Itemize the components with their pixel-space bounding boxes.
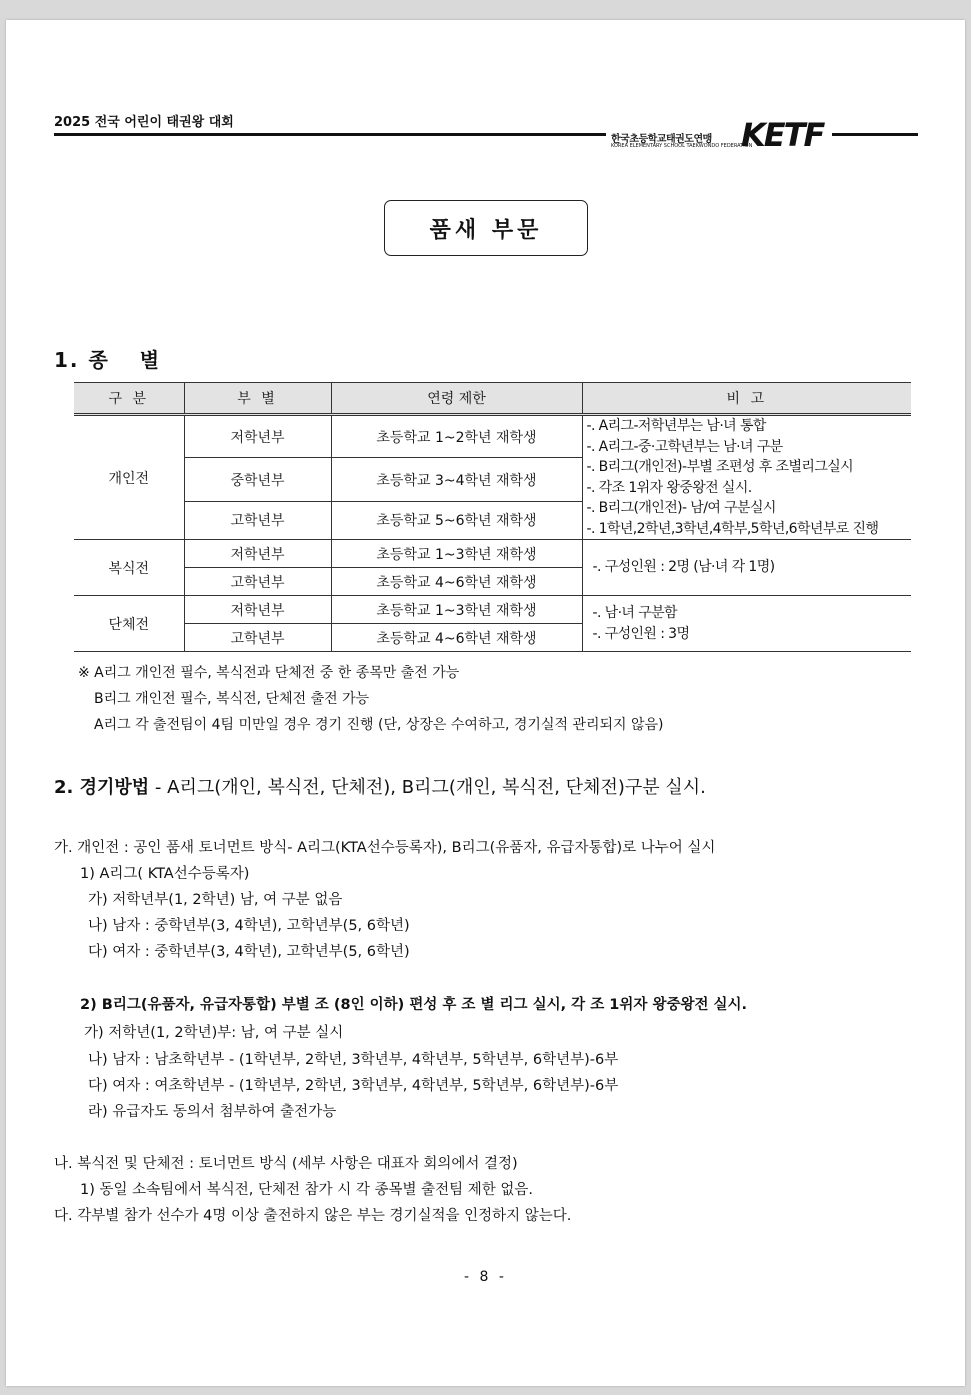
table-header: 연령 제한	[331, 383, 582, 415]
body-line: 가) 저학년(1, 2학년)부: 남, 여 구분 실시	[84, 1025, 344, 1041]
note-line: -. B리그(개인전)-부별 조편성 후 조별리그실시	[586, 459, 854, 475]
note-line: -. A리그-중·고학년부는 남·녀 구분	[586, 438, 783, 455]
body-line: 다. 각부별 참가 선수가 4명 이상 출전하지 않은 부는 경기실적을 인정하지 않는다.	[54, 1208, 572, 1224]
section1-number: 1. 종	[54, 348, 110, 372]
body-line: 나. 복식전 및 단체전 : 토너먼트 방식 (세부 사항은 대표자 회의에서 결정)	[54, 1156, 518, 1172]
note-line: -. 각조 1위자 왕중왕전 실시.	[586, 479, 752, 496]
page-number: - 8 -	[464, 1269, 507, 1285]
division-cell: 저학년부	[184, 540, 331, 568]
table-row	[74, 415, 911, 458]
age-cell: 초등학교 4~6학년 재학생	[331, 568, 582, 596]
page-title: 품새 부문	[384, 200, 588, 256]
body-line: 나) 남자 : 중학년부(3, 4학년), 고학년부(5, 6학년)	[88, 918, 410, 934]
ketf-logo: KETF	[741, 116, 824, 154]
age-cell: 초등학교 4~6학년 재학생	[331, 624, 582, 652]
note-line: -. B리그(개인전)- 남/여 구분실시	[586, 500, 776, 516]
note-line: -. A리그-저학년부는 남·녀 통합	[586, 418, 766, 434]
federation-logo-text: 한국초등학교태권도연맹	[611, 134, 712, 145]
division-cell: 고학년부	[184, 624, 331, 652]
table-row	[74, 540, 911, 568]
table-row	[74, 596, 911, 624]
footnote: ※ A리그 개인전 필수, 복식전과 단체전 중 한 종목만 출전 가능	[78, 665, 460, 681]
federation-logo-subtext: KOREA ELEMENTARY SCHOOL TAEKWONDO FEDERATION	[611, 143, 753, 149]
body-line-bold: 2) B리그(유품자, 유급자통합) 부별 조 (8인 이하) 편성 후 조 별 리그 실시, 각 조 1위자 왕중왕전 실시.	[80, 997, 748, 1013]
section2-heading	[54, 773, 706, 799]
age-cell: 초등학교 1~3학년 재학생	[331, 596, 582, 624]
table-header-row	[74, 383, 911, 415]
header-rule-right	[832, 133, 918, 136]
age-cell: 초등학교 5~6학년 재학생	[331, 501, 582, 539]
table-header: 비 고	[582, 383, 911, 415]
body-line: 다) 여자 : 여초학년부 - (1학년부, 2학년, 3학년부, 4학년부, 5학년부, 6학년부)-6부	[88, 1078, 619, 1094]
note-line: -. 1학년,2학년,3학년,4학부,5학년,6학년부로 진행	[586, 520, 879, 537]
section1-heading	[54, 344, 161, 373]
body-line: 다) 여자 : 중학년부(3, 4학년), 고학년부(5, 6학년)	[88, 944, 410, 960]
division-cell: 저학년부	[184, 415, 331, 458]
body-line: 라) 유급자도 동의서 첨부하여 출전가능	[88, 1104, 337, 1120]
section2-title-bold: 2. 경기방법	[54, 777, 150, 798]
division-cell: 고학년부	[184, 568, 331, 596]
body-line: 가. 개인전 : 공인 품새 토너먼트 방식- A리그(KTA선수등록자), B리그(유품자, 유급자통합)로 나누어 실시	[54, 840, 716, 856]
age-cell: 초등학교 3~4학년 재학생	[331, 458, 582, 501]
age-cell: 초등학교 1~3학년 재학생	[331, 540, 582, 568]
body-line: 1) A리그( KTA선수등록자)	[80, 866, 250, 882]
document-page	[6, 20, 965, 1386]
note-line: -. 남·녀 구분함	[592, 605, 677, 621]
division-cell: 중학년부	[184, 458, 331, 501]
header-title: 2025 전국 어린이 태권왕 대회	[54, 115, 234, 130]
section2-title-rest: - A리그(개인, 복식전, 단체전), B리그(개인, 복식전, 단체전)구분 실시.	[149, 777, 706, 798]
body-line: 1) 동일 소속팀에서 복식전, 단체전 참가 시 각 종목별 출전팀 제한 없음.	[80, 1182, 533, 1198]
footnote: B리그 개인전 필수, 복식전, 단체전 출전 가능	[94, 691, 370, 707]
division-cell: 고학년부	[184, 501, 331, 539]
notes-pair	[582, 540, 911, 596]
note-line: -. 구성인원 : 3명	[592, 625, 690, 642]
table-header: 구 분	[74, 383, 184, 415]
table-header: 부 별	[184, 383, 331, 415]
footnote: A리그 각 출전팀이 4팀 미만일 경우 경기 진행 (단, 상장은 수여하고, 경기실적 관리되지 않음)	[94, 717, 664, 733]
note-line: -. 구성인원 : 2명 (남·녀 각 1명)	[592, 559, 775, 576]
notes-team	[582, 596, 911, 652]
category-table	[74, 382, 911, 652]
body-line: 가) 저학년부(1, 2학년) 남, 여 구분 없음	[88, 892, 343, 908]
age-cell: 초등학교 1~2학년 재학생	[331, 415, 582, 458]
group-individual: 개인전	[74, 415, 184, 540]
notes-individual	[582, 415, 911, 540]
division-cell: 저학년부	[184, 596, 331, 624]
section1-title-end: 별	[139, 348, 162, 372]
group-pair: 복식전	[74, 540, 184, 596]
header-rule-left	[54, 133, 606, 136]
body-line: 나) 남자 : 남초학년부 - (1학년부, 2학년, 3학년부, 4학년부, 5학년부, 6학년부)-6부	[88, 1052, 619, 1068]
group-team: 단체전	[74, 596, 184, 652]
